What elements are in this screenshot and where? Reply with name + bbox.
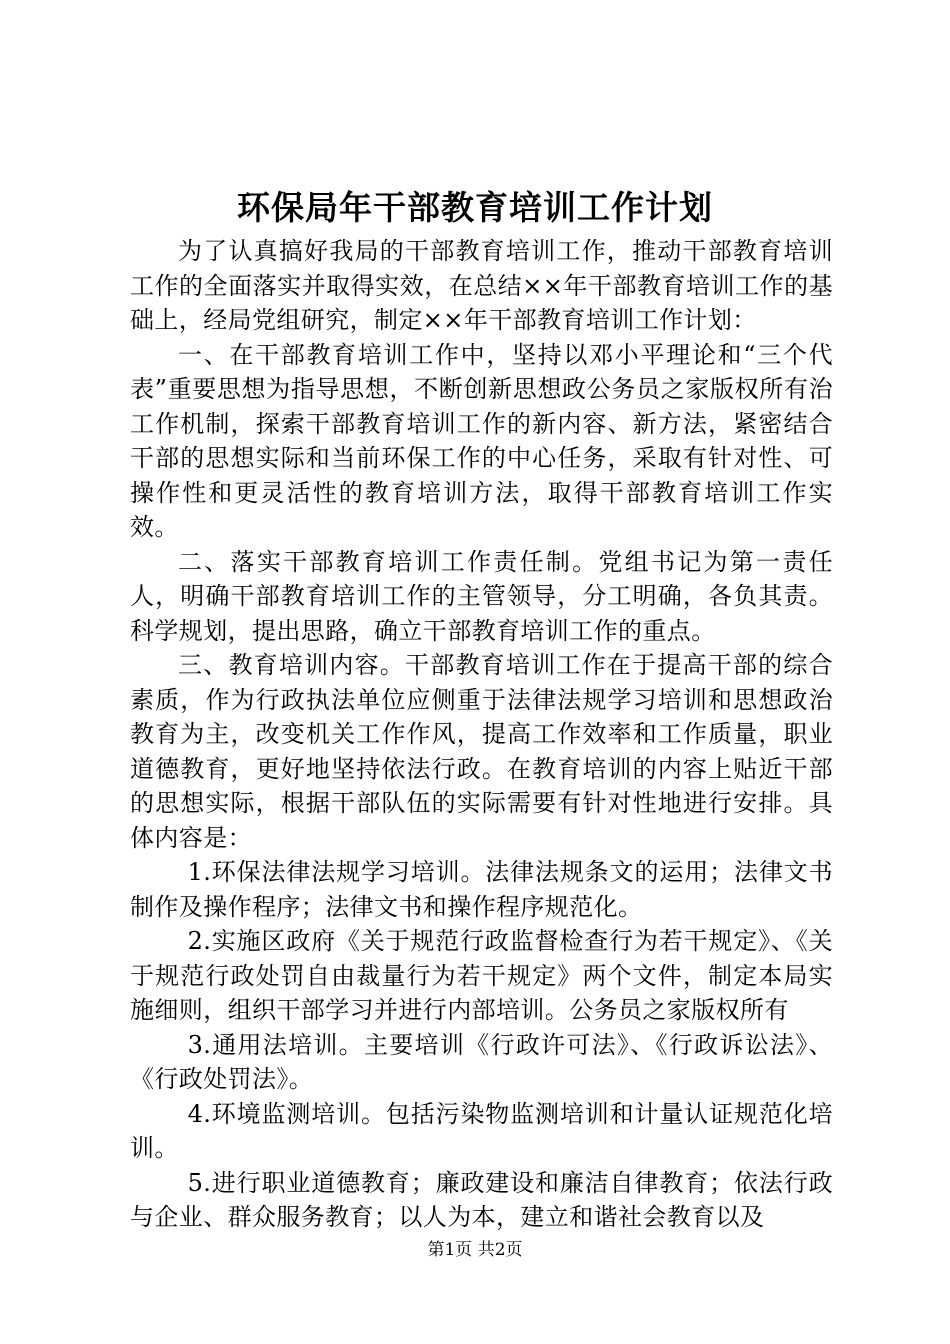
- list-item-3: 3.通用法培训。主要培训《行政许可法》、《行政诉讼法》、《行政处罚法》。: [130, 1030, 833, 1093]
- list-item-1: 1.环保法律法规学习培训。法律法规条文的运用；法律文书制作及操作程序；法律文书和操作程序规范化。: [130, 858, 833, 921]
- list-item-4: 4.环境监测培训。包括污染物监测培训和计量认证规范化培训。: [130, 1099, 833, 1162]
- paragraph-section-3: 三、教育培训内容。干部教育培训工作在于提高干部的综合素质，作为行政执法单位应侧重于法律法规学习培训和思想政治教育为主，改变机关工作作风，提高工作效率和工作质量，职业道德教育，更好地坚持依法行政。在教育培训的内容上贴近干部的思想实际，根据干部队伍的实际需要有针对性地进行安排。具体内容是：: [130, 651, 833, 852]
- document-title: 环保局年干部教育培训工作计划: [237, 188, 713, 227]
- page-number-footer: 第1页 共2页: [427, 1240, 523, 1260]
- document-body: [130, 234, 833, 1235]
- paragraph-section-2: 二、落实干部教育培训工作责任制。党组书记为第一责任人，明确干部教育培训工作的主管领导，分工明确，各负其责。科学规划，提出思路，确立干部教育培训工作的重点。: [130, 547, 833, 645]
- paragraph-section-1: 一、在干部教育培训工作中，坚持以邓小平理论和“三个代表”重要思想为指导思想，不断创新思想政公务员之家版权所有治工作机制，探索干部教育培训工作的新内容、新方法，紧密结合干部的思想实际和当前环保工作的中心任务，采取有针对性、可操作性和更灵活性的教育培训方法，取得干部教育培训工作实效。: [130, 340, 833, 541]
- list-item-2: 2.实施区政府《关于规范行政监督检查行为若干规定》、《关于规范行政处罚自由裁量行为若干规定》两个文件，制定本局实施细则，组织干部学习并进行内部培训。公务员之家版权所有: [130, 927, 833, 1024]
- list-item-5: 5.进行职业道德教育；廉政建设和廉洁自律教育；依法行政与企业、群众服务教育；以人为本，建立和谐社会教育以及: [130, 1168, 833, 1231]
- paragraph-intro: 为了认真搞好我局的干部教育培训工作，推动干部教育培训工作的全面落实并取得实效，在总结××年干部教育培训工作的基础上，经局党组研究，制定××年干部教育培训工作计划：: [130, 237, 833, 334]
